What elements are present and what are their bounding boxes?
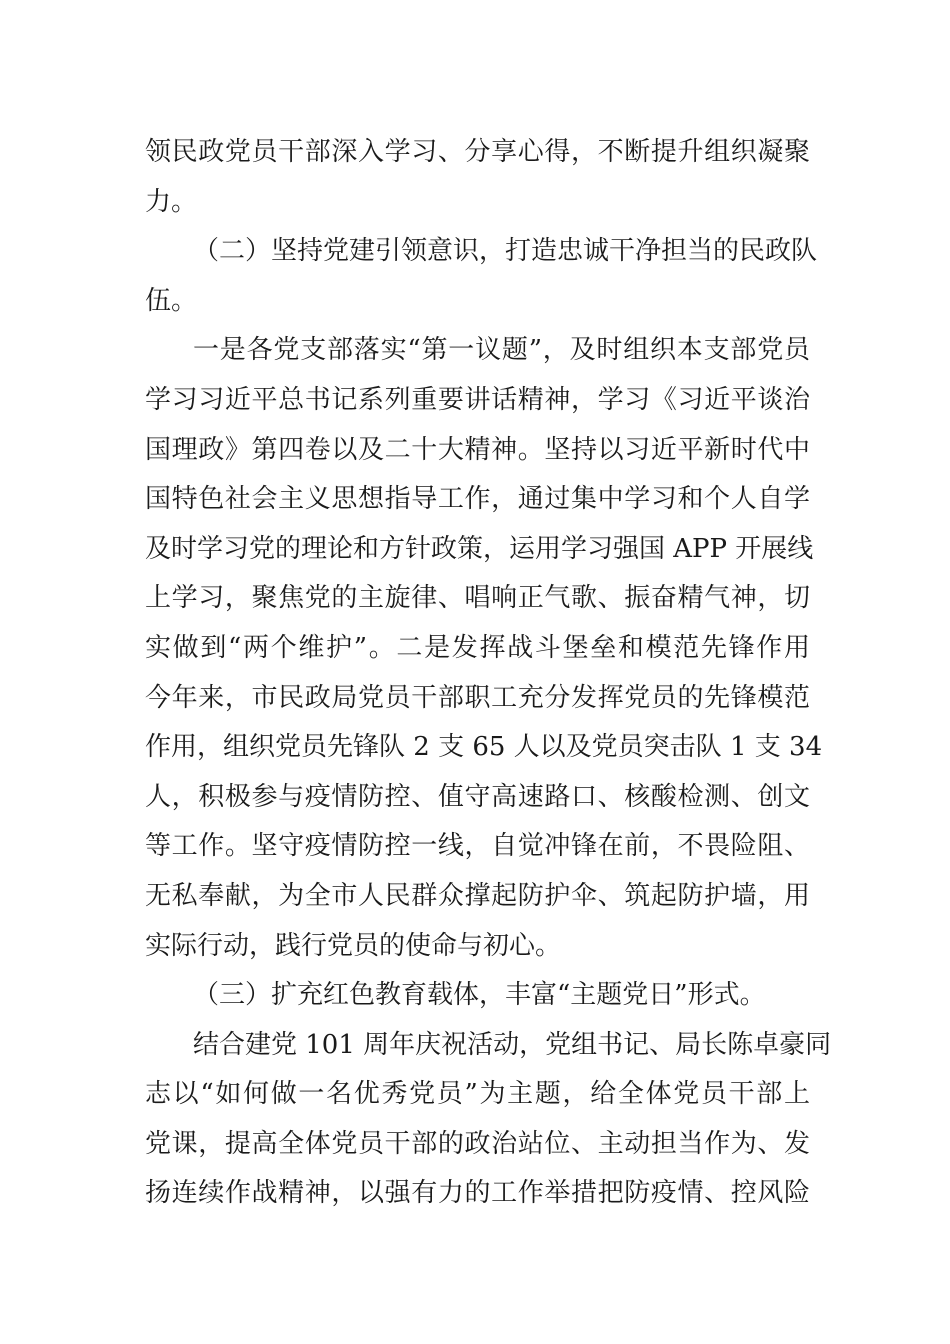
text-line: 国理政》第四卷以及二十大精神。坚持以习近平新时代中 <box>145 434 810 465</box>
text-line: 领民政党员干部深入学习、分享心得，不断提升组织凝聚 <box>145 137 810 167</box>
text-line: 实际行动，践行党员的使命与初心。 <box>145 930 562 961</box>
text-line: 今年来，市民政局党员干部职工充分发挥党员的先锋模范 <box>145 682 810 713</box>
text-line: 结合建党 101 周年庆祝活动，党组书记、局长陈卓豪同 <box>193 1029 832 1060</box>
section-heading-2: （二）坚持党建引领意识，打造忠诚干净担当的民政队 <box>193 236 818 267</box>
text-line: 人，积极参与疫情防控、值守高速路口、核酸检测、创文 <box>145 781 810 812</box>
text-line: 党课，提高全体党员干部的政治站位、主动担当作为、发 <box>145 1128 810 1159</box>
text-line: 及时学习党的理论和方针政策，运用学习强国 APP 开展线 <box>145 533 814 564</box>
text-line: 无私奉献，为全市人民群众撑起防护伞、筑起防护墙，用 <box>145 880 810 911</box>
body-text <box>145 128 832 1219</box>
text-line: 实做到“两个维护”。二是发挥战斗堡垒和模范先锋作用 <box>145 632 810 663</box>
text-line: 学习习近平总书记系列重要讲话精神，学习《习近平谈治 <box>145 384 810 415</box>
text-line: 一是各党支部落实“第一议题”，及时组织本支部党员 <box>193 335 810 366</box>
text-line: 国特色社会主义思想指导工作，通过集中学习和个人自学 <box>145 484 810 515</box>
text-line: 伍。 <box>145 285 198 316</box>
text-line: 等工作。坚守疫情防控一线，自觉冲锋在前，不畏险阻、 <box>145 831 810 862</box>
text-line: 志以“如何做一名优秀党员”为主题，给全体党员干部上 <box>145 1079 810 1110</box>
text-line: 扬连续作战精神，以强有力的工作举措把防疫情、控风险 <box>145 1178 810 1209</box>
text-line: 力。 <box>145 186 198 217</box>
text-line: 作用，组织党员先锋队 2 支 65 人以及党员突击队 1 支 34 <box>145 732 823 763</box>
section-heading-3: （三）扩充红色教育载体，丰富“主题党日”形式。 <box>193 980 766 1011</box>
text-line: 上学习，聚焦党的主旋律、唱响正气歌、振奋精气神，切 <box>145 583 810 614</box>
